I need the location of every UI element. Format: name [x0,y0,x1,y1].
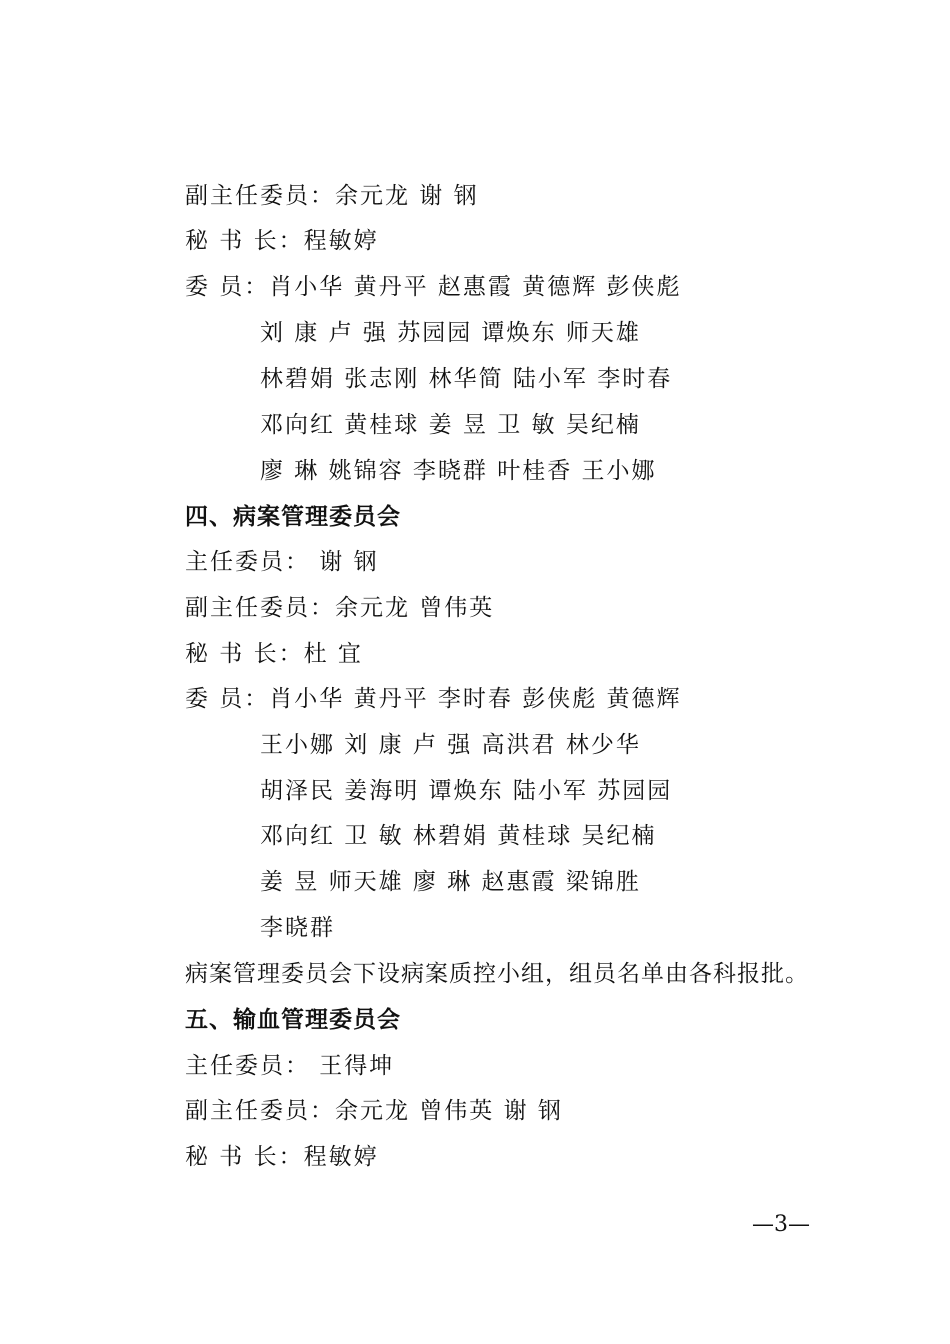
committee-members-continuation: 邓向红 卫 敏 林碧娟 黄桂球 吴纪楠 [260,823,657,849]
committee-members-continuation: 胡泽民 姜海明 谭焕东 陆小军 苏园园 [260,778,673,804]
section-heading-blood-transfusion: 五、输血管理委员会 [185,1006,401,1033]
committee-members-continuation: 林碧娟 张志刚 林华简 陆小军 李时春 [260,366,673,392]
committee-secretary-line: 秘 书 长：程敏婷 [185,1144,379,1170]
committee-vice-chair-line: 副主任委员：余元龙 曾伟英 [185,595,495,621]
committee-chair-line: 主任委员： 王得坤 [185,1053,395,1079]
committee-vice-chair-line: 副主任委员：余元龙 谢 钢 [185,183,479,209]
committee-members-continuation: 姜 昱 师天雄 廖 琳 赵惠霞 梁锦胜 [260,869,641,895]
committee-members-line: 委 员：肖小华 黄丹平 李时春 彭侠彪 黄德辉 [185,686,682,712]
committee-members-continuation: 王小娜 刘 康 卢 强 高洪君 林少华 [260,732,641,758]
committee-vice-chair-line: 副主任委员：余元龙 曾伟英 谢 钢 [185,1098,563,1124]
committee-members-line: 委 员：肖小华 黄丹平 赵惠霞 黄德辉 彭侠彪 [185,274,682,300]
committee-members-continuation: 刘 康 卢 强 苏园园 谭焕东 师天雄 [260,320,641,346]
section-heading-medical-records: 四、病案管理委员会 [185,503,401,530]
committee-members-continuation: 李晓群 [260,915,335,941]
committee-secretary-line: 秘 书 长：杜 宜 [185,641,363,667]
committee-secretary-line: 秘 书 长：程敏婷 [185,228,379,254]
quality-control-note: 病案管理委员会下设病案质控小组，组员名单由各科报批。 [185,961,809,987]
committee-chair-line: 主任委员： 谢 钢 [185,549,379,575]
committee-members-continuation: 廖 琳 姚锦容 李晓群 叶桂香 王小娜 [260,458,657,484]
page-number: —3— [752,1212,810,1237]
committee-members-continuation: 邓向红 黄桂球 姜 昱 卫 敏 吴纪楠 [260,412,641,438]
